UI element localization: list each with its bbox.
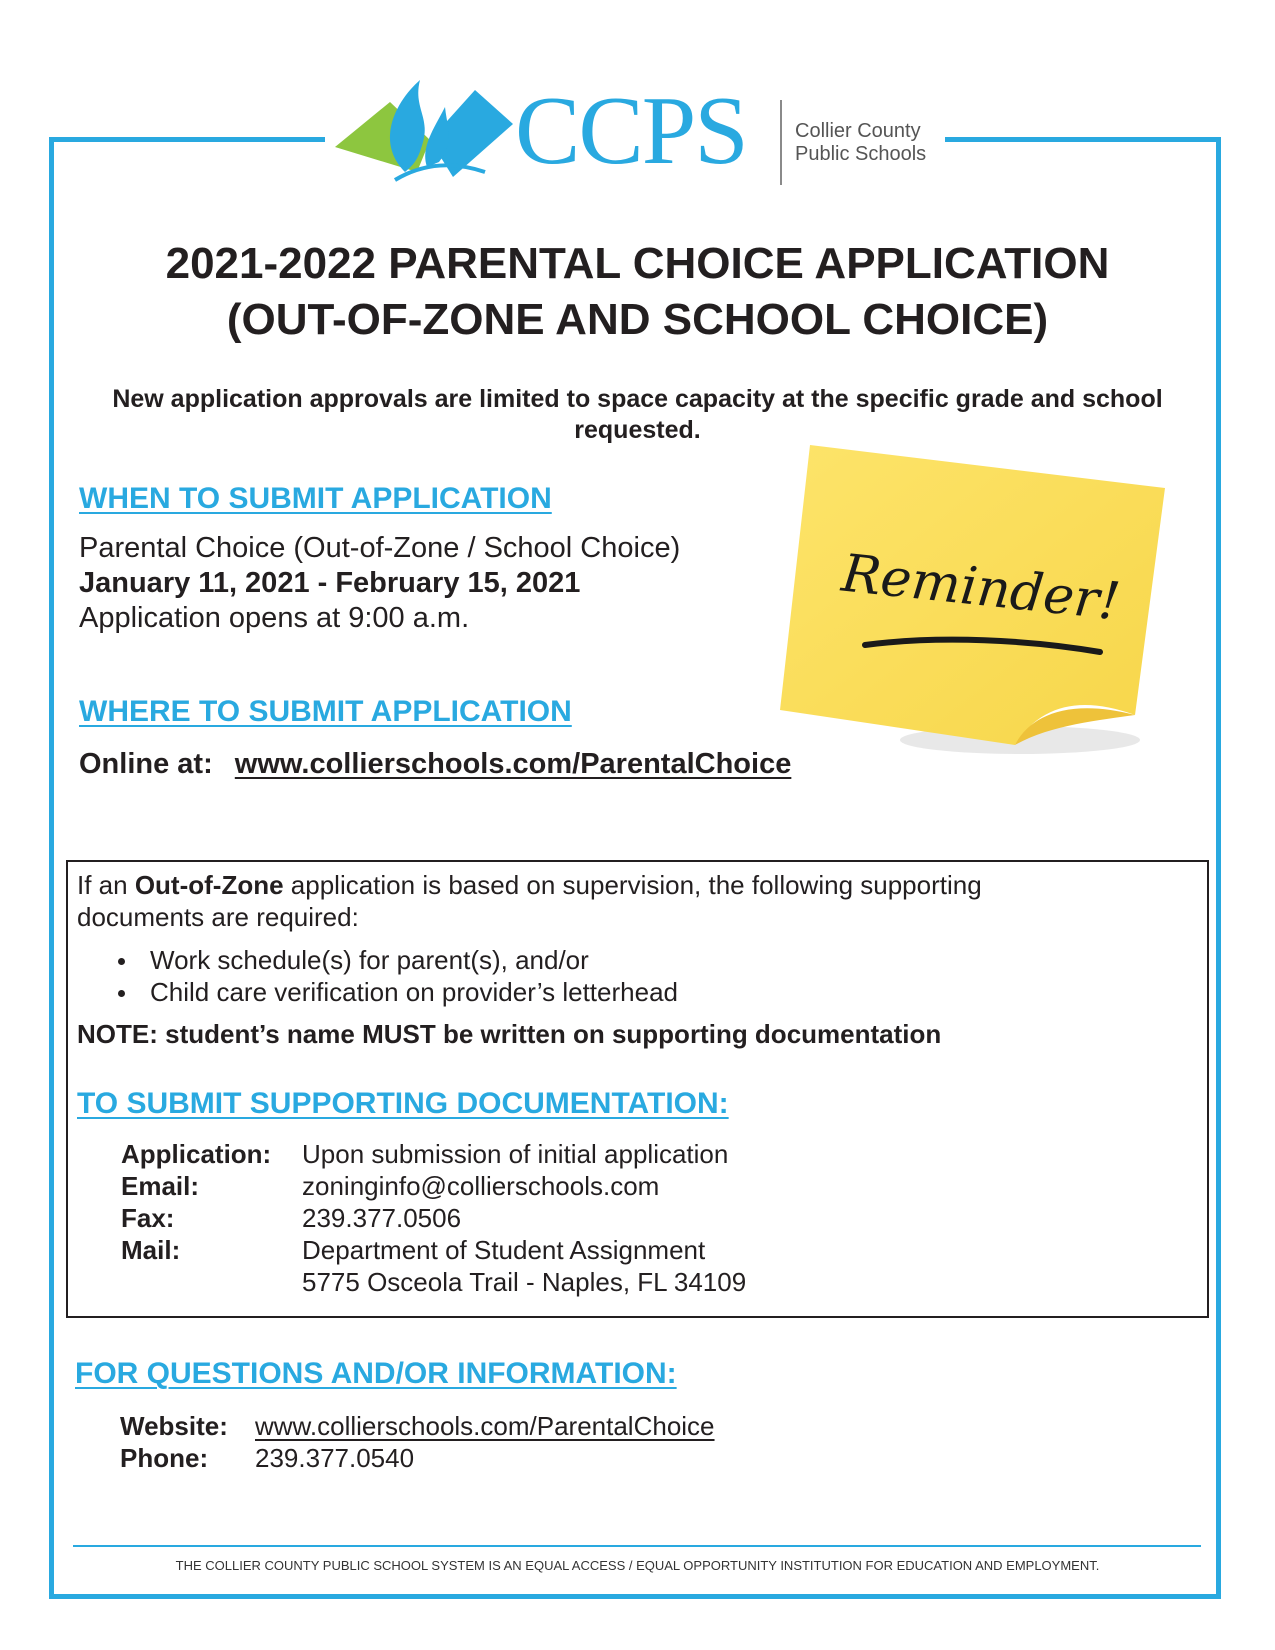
sticky-note-text: Reminder! <box>838 543 1123 633</box>
ccps-logo <box>325 62 945 192</box>
page-title-line1: 2021-2022 PARENTAL CHOICE APPLICATION <box>165 239 1110 288</box>
open-book-flame-icon <box>335 62 515 192</box>
bullet-item: Work schedule(s) for parent(s), and/or <box>150 945 589 975</box>
supervision-intro-line2: documents are required: <box>77 902 359 932</box>
bullet-dot <box>118 958 125 965</box>
supervision-intro-post: application is based on supervision, the following supporting <box>283 870 982 900</box>
intro-text: New application approvals are limited to space capacity at the specific grade and school requested. <box>112 385 1163 444</box>
where-heading: WHERE TO SUBMIT APPLICATION <box>79 695 572 728</box>
where-row <box>79 747 791 782</box>
email-value[interactable]: zoninginfo@collierschools.com <box>302 1171 660 1201</box>
footer-divider <box>73 1545 1201 1547</box>
logo-wordmark: CCPS <box>515 77 747 185</box>
supervision-intro <box>77 869 982 901</box>
where-label: Online at: <box>79 748 213 780</box>
logo-subtitle-line2: Public Schools <box>795 143 927 165</box>
supervision-note: NOTE: student’s name MUST be written on supporting documentation <box>77 1019 942 1049</box>
logo-divider <box>780 100 782 185</box>
logo-subtitle <box>795 120 926 166</box>
page-title-line2: (OUT-OF-ZONE AND SCHOOL CHOICE) <box>226 295 1049 344</box>
when-opens: Application opens at 9:00 a.m. <box>79 602 470 634</box>
fax-label: Fax: <box>121 1203 175 1233</box>
parental-choice-link[interactable]: www.collierschools.com/ParentalChoice <box>234 748 792 780</box>
phone-label: Phone: <box>120 1443 209 1473</box>
questions-heading: FOR QUESTIONS AND/OR INFORMATION: <box>75 1357 677 1390</box>
when-dates: January 11, 2021 - February 15, 2021 <box>79 567 581 599</box>
application-label: Application: <box>121 1139 272 1169</box>
application-value: Upon submission of initial application <box>302 1139 729 1169</box>
supervision-intro-bold: Out-of-Zone <box>134 870 284 900</box>
bullet-item: Child care verification on provider’s letterhead <box>150 977 678 1007</box>
supervision-intro-pre: If an <box>77 870 135 900</box>
when-heading: WHEN TO SUBMIT APPLICATION <box>79 482 552 515</box>
mail-value: Department of Student Assignment <box>302 1235 706 1265</box>
supporting-heading: TO SUBMIT SUPPORTING DOCUMENTATION: <box>77 1087 729 1120</box>
website-link[interactable]: www.collierschools.com/ParentalChoice <box>255 1411 715 1441</box>
page-title <box>0 236 1275 348</box>
email-label: Email: <box>121 1171 200 1201</box>
fax-value: 239.377.0506 <box>302 1203 462 1233</box>
mail-label: Mail: <box>121 1235 181 1265</box>
when-line1: Parental Choice (Out-of-Zone / School Choice) <box>79 532 681 564</box>
phone-value: 239.377.0540 <box>255 1443 415 1473</box>
logo-subtitle-line1: Collier County <box>795 120 921 142</box>
footer-disclaimer: THE COLLIER COUNTY PUBLIC SCHOOL SYSTEM IS AN EQUAL ACCESS / EQUAL OPPORTUNITY INSTITUTION FOR EDUCATION AND EMPLOYMENT. <box>175 1558 1100 1573</box>
website-label: Website: <box>120 1411 228 1441</box>
mail-address: 5775 Osceola Trail - Naples, FL 34109 <box>302 1267 747 1297</box>
bullet-dot <box>118 990 125 997</box>
sticky-note-image <box>780 440 1180 770</box>
